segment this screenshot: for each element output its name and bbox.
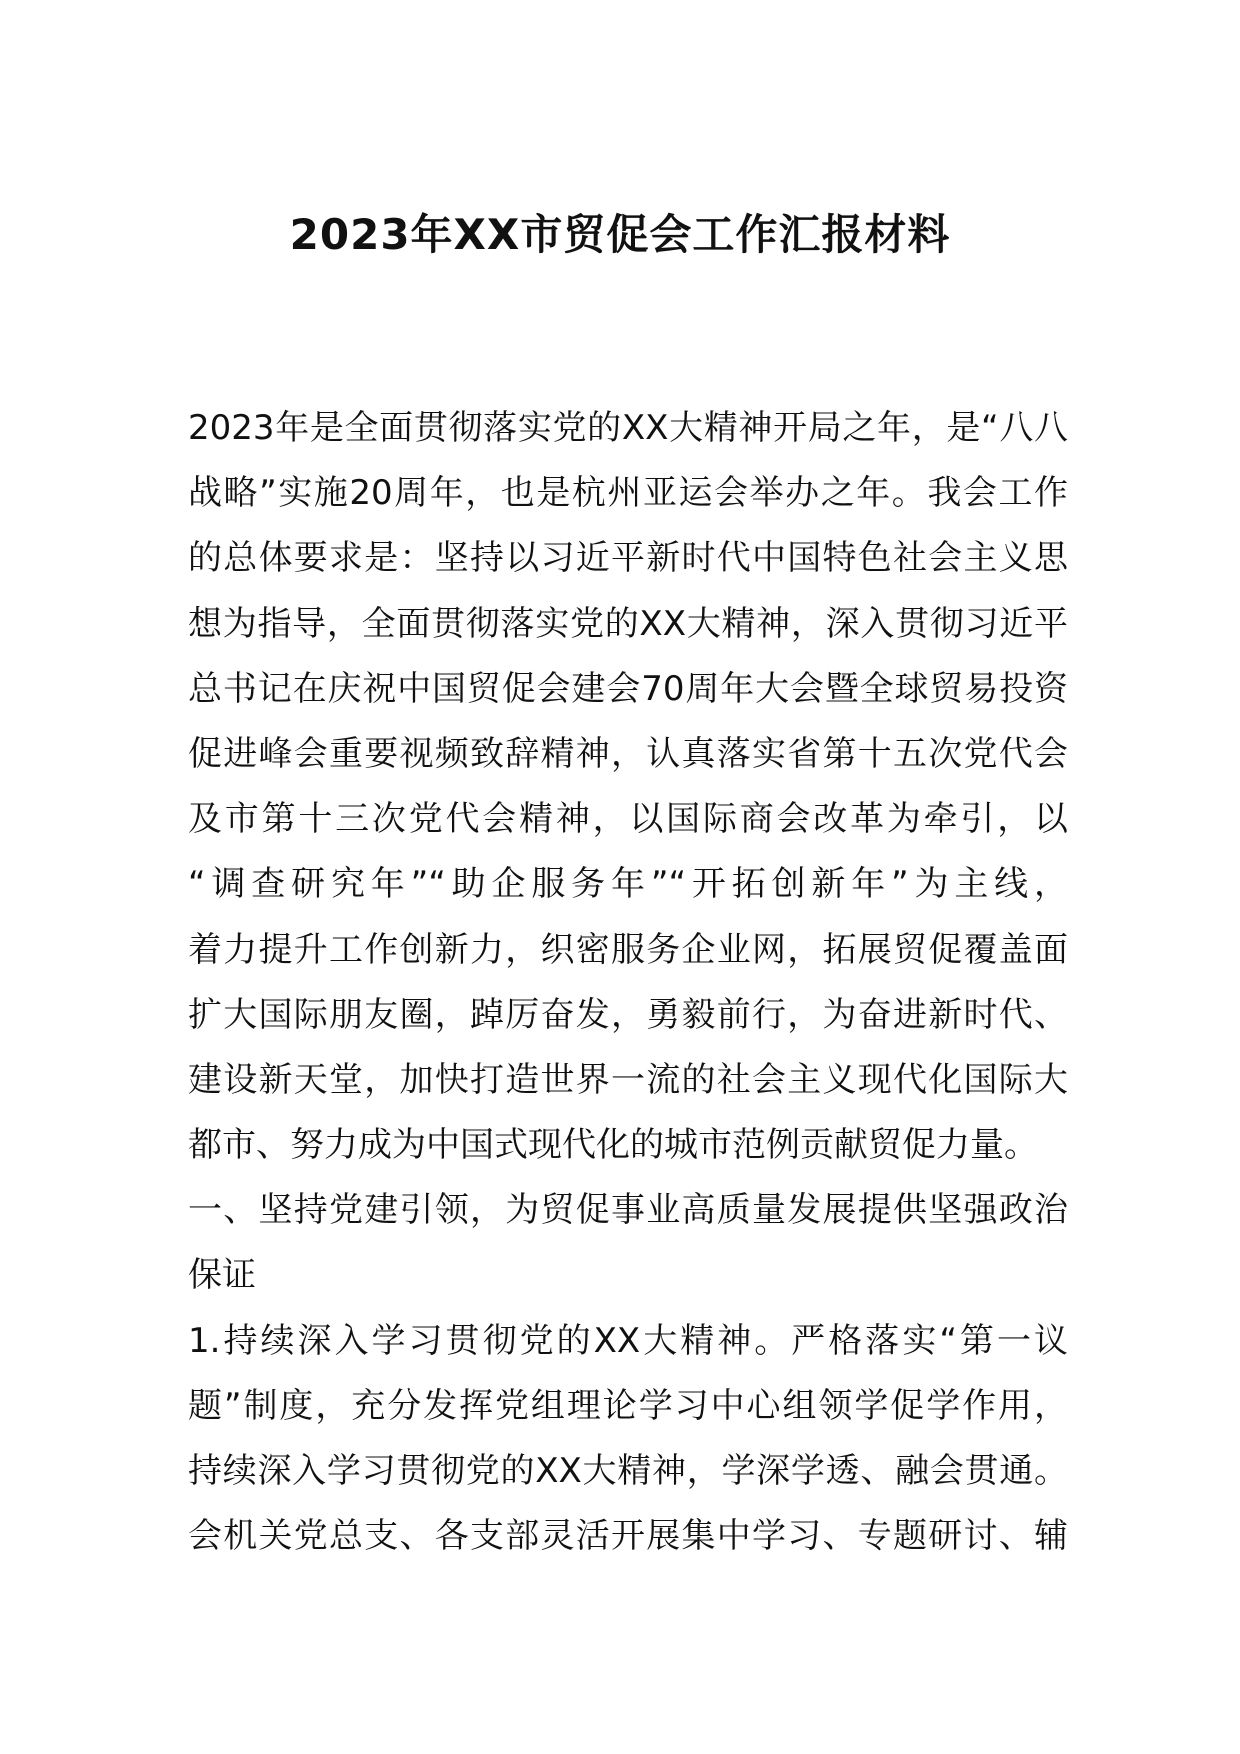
paragraph-line: 扩大国际朋友圈，踔厉奋发，勇毅前行，为奋进新时代、 <box>188 994 1068 1035</box>
paragraph-line: 建设新天堂，加快打造世界一流的社会主义现代化国际大 <box>188 1059 1068 1100</box>
document-title: 2023年XX市贸促会工作汇报材料 <box>289 210 951 259</box>
paragraph-line: 想为指导，全面贯彻落实党的XX大精神，深入贯彻习近平 <box>188 603 1068 644</box>
section-heading-line: 一、坚持党建引领，为贸促事业高质量发展提供坚强政治 <box>188 1190 1068 1231</box>
paragraph-line: 会机关党总支、各支部灵活开展集中学习、专题研讨、辅 <box>188 1516 1068 1557</box>
paragraph-line: “调查研究年”“助企服务年”“开拓创新年”为主线， <box>188 864 1068 905</box>
paragraph-line: 总书记在庆祝中国贸促会建会70周年大会暨全球贸易投资 <box>188 668 1068 709</box>
paragraph-line: 战略”实施20周年，也是杭州亚运会举办之年。我会工作 <box>188 473 1068 514</box>
paragraph-line: 持续深入学习贯彻党的XX大精神，学深学透、融会贯通。 <box>188 1451 1068 1491</box>
paragraph-line: 题”制度，充分发挥党组理论学习中心组领学促学作用， <box>188 1385 1068 1426</box>
document-body <box>188 396 1068 1569</box>
paragraph-line: 都市、努力成为中国式现代化的城市范例贡献贸促力量。 <box>188 1125 1038 1166</box>
paragraph-line: 促进峰会重要视频致辞精神，认真落实省第十五次党代会 <box>188 733 1068 774</box>
paragraph-line: 1.持续深入学习贯彻党的XX大精神。严格落实“第一议 <box>188 1320 1068 1361</box>
paragraph-line: 着力提升工作创新力，织密服务企业网，拓展贸促覆盖面 <box>188 929 1068 970</box>
paragraph-line: 2023年是全面贯彻落实党的XX大精神开局之年，是“八八 <box>188 408 1068 448</box>
paragraph-line: 及市第十三次党代会精神，以国际商会改革为牵引，以 <box>188 799 1068 840</box>
section-heading-line: 保证 <box>188 1255 256 1296</box>
paragraph-line: 的总体要求是：坚持以习近平新时代中国特色社会主义思 <box>188 538 1068 579</box>
